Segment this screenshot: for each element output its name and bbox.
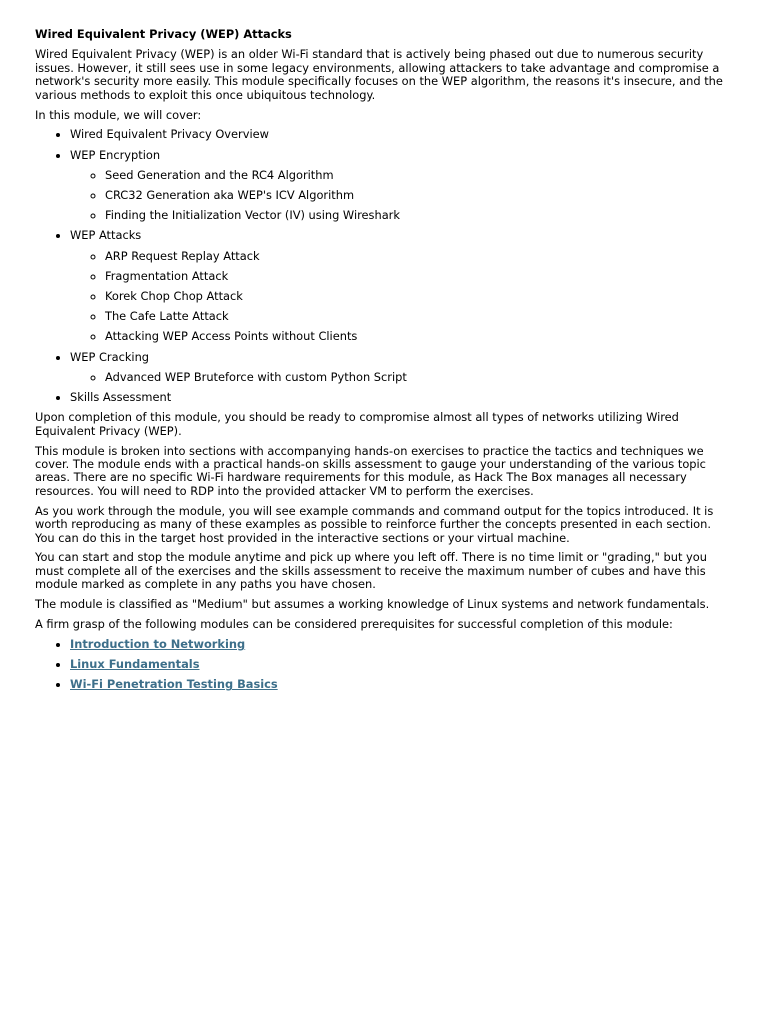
topic-item [70,229,730,343]
document-page [35,28,730,699]
topic-label: WEP Cracking [70,349,150,364]
topic-label: WEP Attacks [70,228,142,243]
subtopic-list [70,169,730,223]
prerequisites-lead: A firm grasp of the following modules can be considered prerequisites for successful completion of this module: [35,617,673,632]
pacing-paragraph: You can start and stop the module anytime and pick up where you left off. There is no time limit or "grading," but you must complete all of the exercises and the skills assessment to receive the maximum number of cubes and have this module marked as complete in any paths you have chosen. [35,550,707,592]
topic-label: WEP Encryption [70,147,161,162]
topic-label: Skills Assessment [70,390,172,405]
prerequisite-item [70,638,730,651]
topic-item [70,351,730,385]
topic-item [70,149,730,223]
prerequisite-item [70,678,730,691]
examples-paragraph: As you work through the module, you will see example commands and command output for the topics introduced. It is worth reproducing as many of these examples as possible to reinforce further the concepts presented in each section. You can do this in the target host provided in the interactive sections or your virtual machine. [35,503,714,545]
cover-lead: In this module, we will cover: [35,107,202,122]
topic-item [70,391,730,404]
prerequisite-item [70,658,730,671]
intro-paragraph: Wired Equivalent Privacy (WEP) is an older Wi-Fi standard that is actively being phased out due to numerous security issues. However, it still sees use in some legacy environments, allowing attackers to take advantage and compromise a network's security more easily. This module specifically focuses on the WEP algorithm, the reasons it's insecure, and the various methods to exploit this once ubiquitous technology. [35,47,723,102]
page-title: Wired Equivalent Privacy (WEP) Attacks [35,27,292,41]
topic-item [70,128,730,141]
structure-paragraph: This module is broken into sections with accompanying hands-on exercises to practice the tactics and techniques we cover. The module ends with a practical hands-on skills assessment to gauge your understanding of the various topic areas. There are no specific Wi-Fi hardware requirements for this module, as Hack The Box manages all necessary resources. You will need to RDP into the provided attacker VM to perform the exercises. [35,443,706,498]
prerequisite-list [35,638,730,692]
topic-label: Wired Equivalent Privacy Overview [70,127,269,142]
subtopic-list [70,250,730,344]
subtopic-item: ◦ Advanced WEP Bruteforce with custom Python Script [105,371,730,384]
completion-paragraph: Upon completion of this module, you should be ready to compromise almost all types of networks utilizing Wired Equivalent Privacy (WEP). [35,410,679,438]
subtopic-item: ◦ Seed Generation and the RC4 Algorithm [105,169,730,182]
subtopic-item: ◦ Korek Chop Chop Attack [105,290,730,303]
subtopic-item: ◦ ARP Request Replay Attack [105,250,730,263]
prerequisite-link-wifi[interactable]: Wi-Fi Penetration Testing Basics [70,677,278,692]
subtopic-list [70,371,730,384]
subtopic-item: ◦ CRC32 Generation aka WEP's ICV Algorithm [105,189,730,202]
subtopic-item: ◦ Fragmentation Attack [105,270,730,283]
difficulty-paragraph: The module is classified as "Medium" but assumes a working knowledge of Linux systems and network fundamentals. [35,597,710,612]
topic-list [35,128,730,404]
prerequisite-link-linux[interactable]: Linux Fundamentals [70,657,200,672]
subtopic-item: ◦ The Cafe Latte Attack [105,310,730,323]
subtopic-item: ◦ Finding the Initialization Vector (IV) using Wireshark [105,209,730,222]
prerequisite-link-networking[interactable]: Introduction to Networking [70,636,246,651]
subtopic-item: ◦ Attacking WEP Access Points without Clients [105,330,730,343]
